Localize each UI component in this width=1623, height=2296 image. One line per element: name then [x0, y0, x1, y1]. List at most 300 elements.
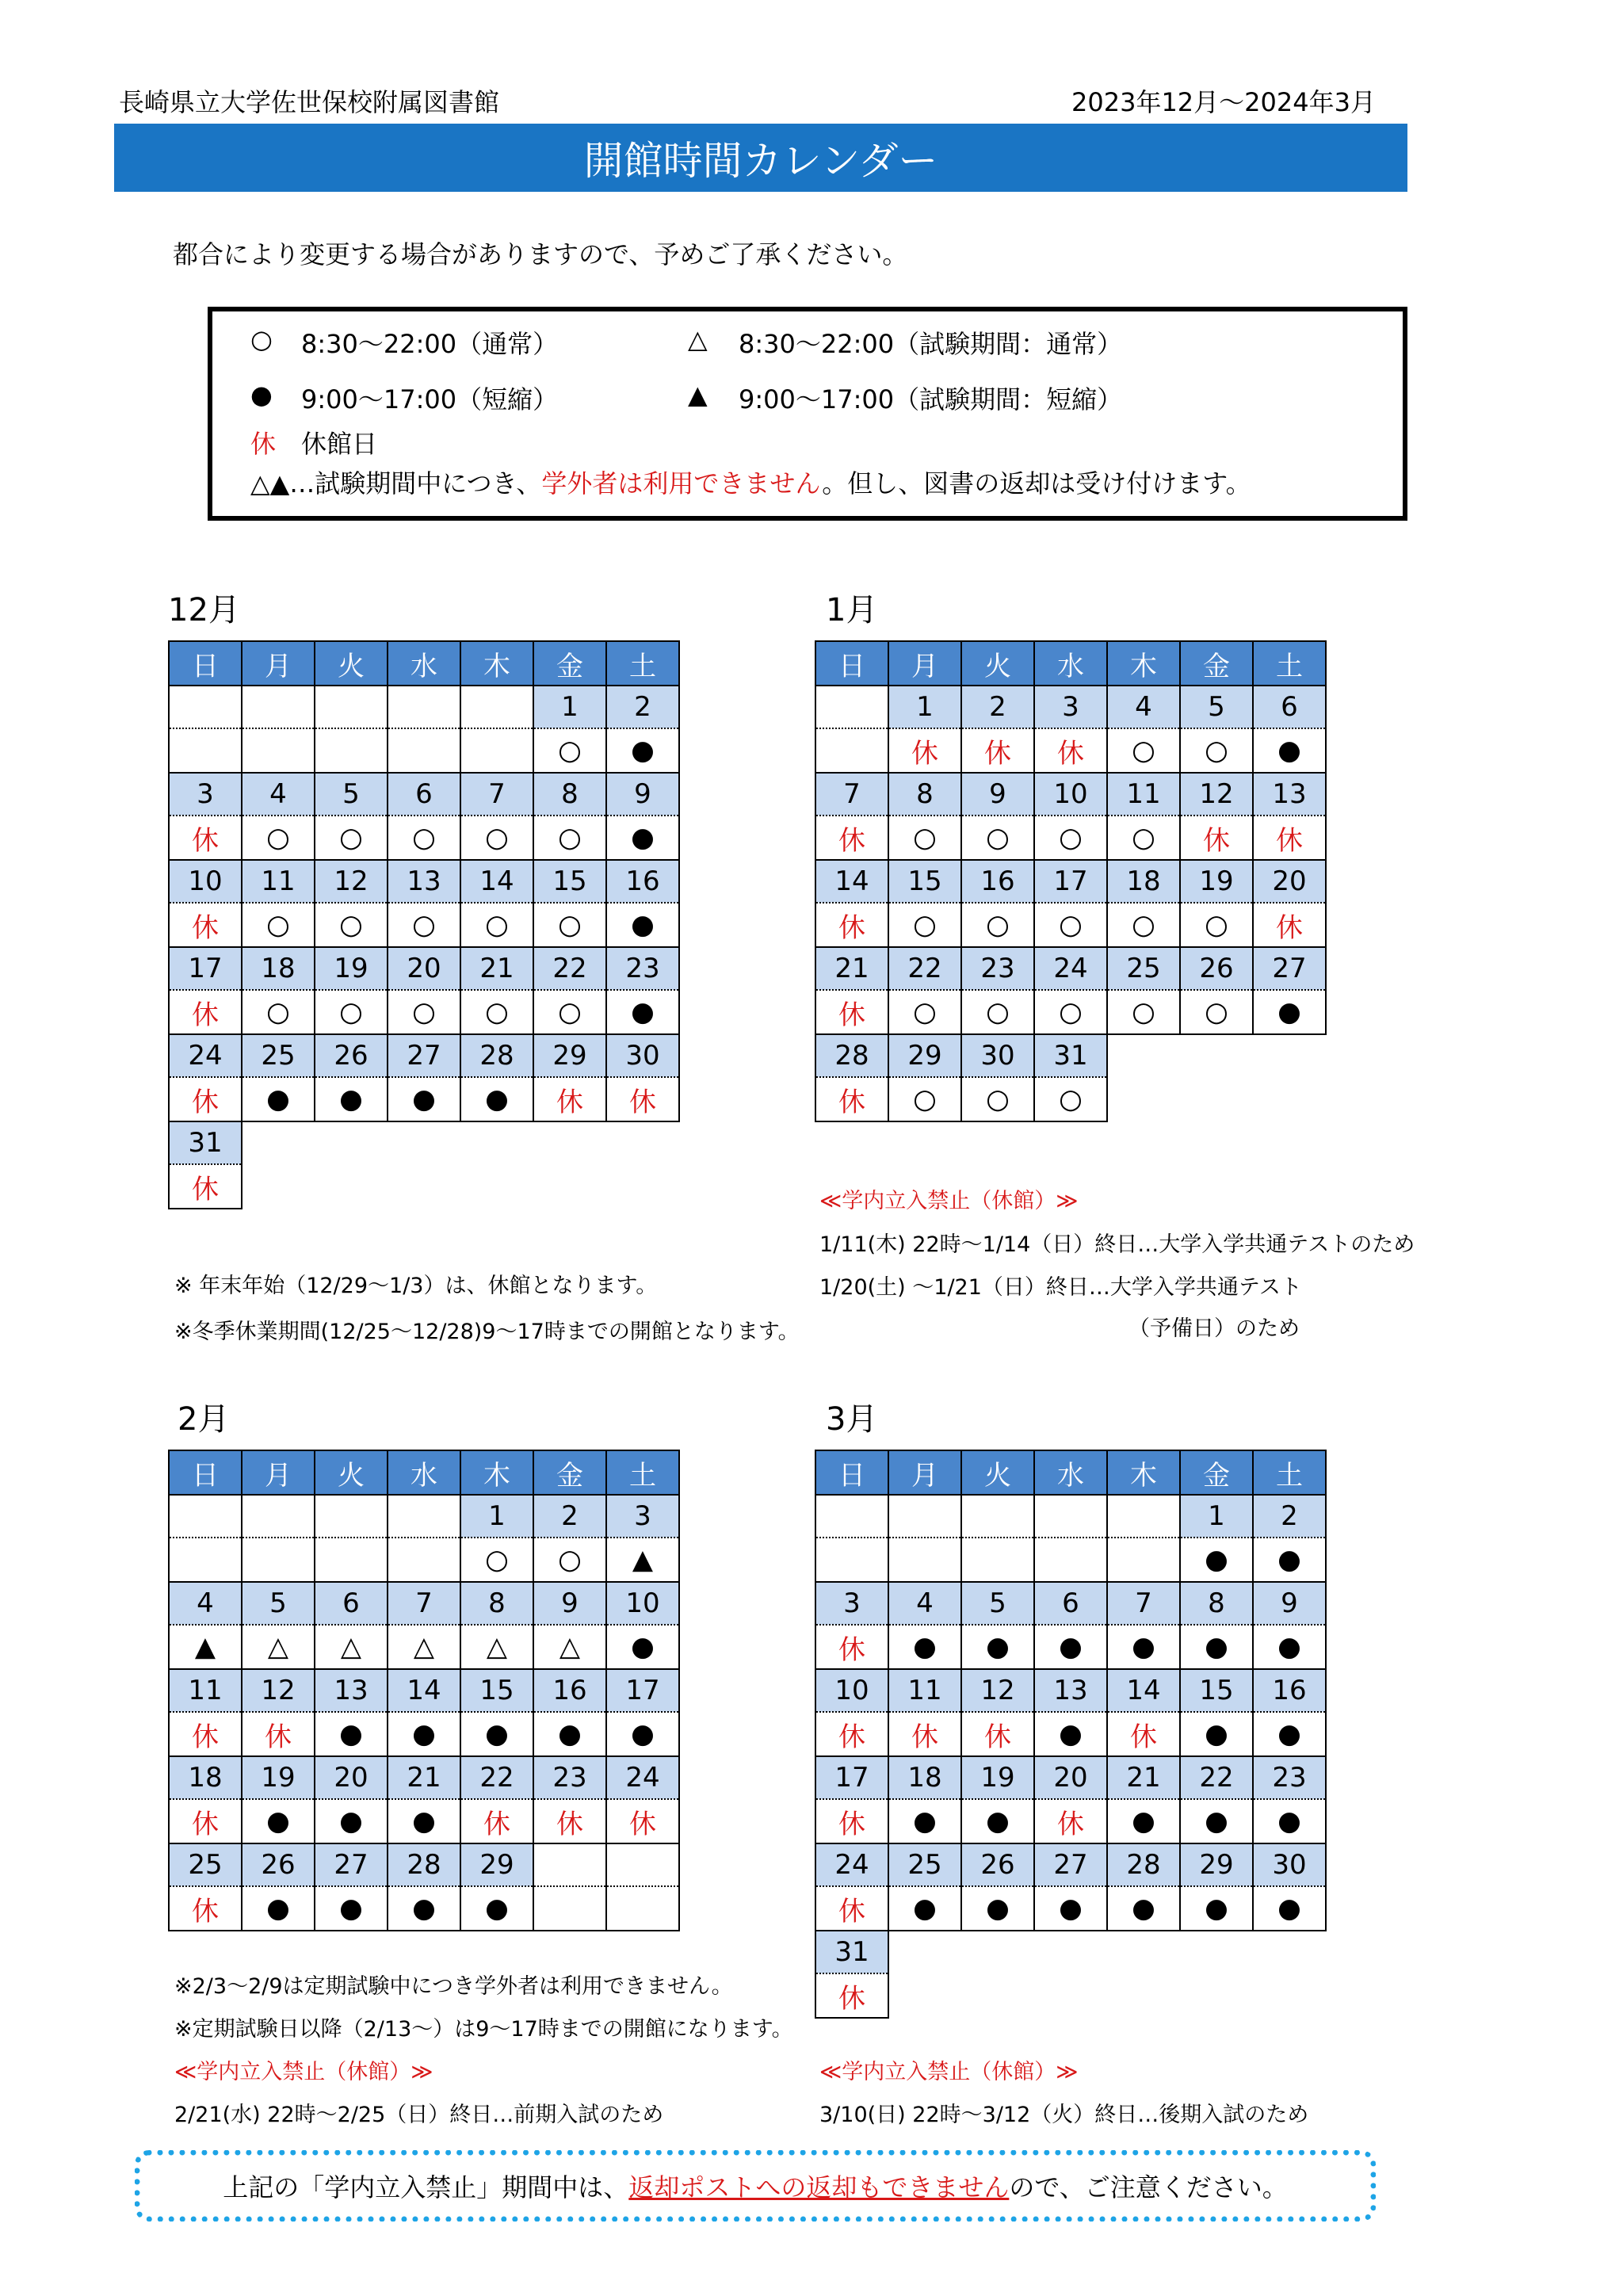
- date-cell: 13: [1034, 1669, 1107, 1712]
- date-cell: 19: [315, 947, 388, 990]
- date-cell: 11: [1107, 773, 1180, 816]
- status-cell: [460, 728, 533, 773]
- dec-note-2: ※冬季休業期間(12/25～12/28)9～17時までの開館となります。: [174, 1320, 800, 1344]
- status-cell: ●: [1180, 1538, 1253, 1582]
- status-cell: ○: [1107, 990, 1180, 1034]
- status-cell: ●: [961, 1625, 1034, 1669]
- status-cell: 休: [169, 990, 242, 1034]
- legend-box: [208, 307, 1407, 521]
- date-cell: [606, 1843, 679, 1886]
- date-cell: 17: [606, 1669, 679, 1712]
- weekday-cell: 火: [315, 641, 388, 686]
- status-row: [815, 1538, 1326, 1582]
- status-cell: ○: [1180, 990, 1253, 1034]
- legend-open-text: 8:30～22:00（通常）: [301, 329, 559, 359]
- status-cell: ●: [1107, 1625, 1180, 1669]
- date-cell: 28: [815, 1034, 888, 1077]
- status-cell: 休: [169, 1077, 242, 1121]
- blank-cell: [961, 1931, 1034, 1973]
- date-cell: 5: [1180, 686, 1253, 728]
- status-cell: ●: [1253, 990, 1326, 1034]
- legend-exam-open-text: 8:30～22:00（試験期間：通常）: [739, 329, 1123, 359]
- status-cell: 休: [169, 1886, 242, 1931]
- legend-exam-note: [250, 464, 1251, 500]
- weekday-cell: 金: [533, 1450, 606, 1495]
- status-cell: [315, 728, 388, 773]
- date-cell: 15: [460, 1669, 533, 1712]
- date-cell: [169, 1495, 242, 1538]
- status-cell: ○: [315, 816, 388, 860]
- date-cell: [533, 1843, 606, 1886]
- date-cell: 13: [388, 860, 460, 903]
- calendar-february: [168, 1450, 680, 1931]
- date-cell: 31: [169, 1121, 242, 1164]
- date-cell: 5: [961, 1582, 1034, 1625]
- status-cell: ●: [1180, 1625, 1253, 1669]
- legend-closed-symbol: 休: [250, 429, 277, 459]
- date-cell: 4: [1107, 686, 1180, 728]
- status-cell: ○: [533, 1538, 606, 1582]
- date-cell: 9: [1253, 1582, 1326, 1625]
- status-row: [169, 1538, 679, 1582]
- status-cell: [242, 1538, 315, 1582]
- month-title-mar: 3月: [826, 1401, 878, 1438]
- status-cell: 休: [533, 1799, 606, 1843]
- status-cell: ○: [388, 990, 460, 1034]
- weekday-cell: 水: [1034, 641, 1107, 686]
- status-row: [169, 990, 679, 1034]
- status-cell: 休: [460, 1799, 533, 1843]
- status-row: [169, 1164, 679, 1209]
- date-cell: 27: [388, 1034, 460, 1077]
- date-cell: 29: [533, 1034, 606, 1077]
- date-cell: 25: [888, 1843, 961, 1886]
- status-row: [169, 903, 679, 947]
- date-cell: 14: [1107, 1669, 1180, 1712]
- date-cell: 10: [169, 860, 242, 903]
- warning-prefix: 上記の「学内立入禁止」期間中は、: [223, 2172, 629, 2202]
- date-cell: 19: [1180, 860, 1253, 903]
- date-cell: 1: [888, 686, 961, 728]
- status-row: [815, 1973, 1326, 2018]
- date-cell: [242, 1495, 315, 1538]
- blank-cell: [315, 1164, 388, 1209]
- date-cell: 5: [315, 773, 388, 816]
- status-cell: 休: [888, 728, 961, 773]
- date-cell: 3: [606, 1495, 679, 1538]
- status-cell: ○: [460, 990, 533, 1034]
- date-cell: 23: [961, 947, 1034, 990]
- status-cell: ●: [388, 1886, 460, 1931]
- status-cell: 休: [815, 1712, 888, 1756]
- status-cell: ○: [533, 990, 606, 1034]
- date-cell: 31: [815, 1931, 888, 1973]
- status-cell: ●: [315, 1077, 388, 1121]
- blank-cell: [315, 1121, 388, 1164]
- date-cell: 1: [533, 686, 606, 728]
- date-cell: [815, 686, 888, 728]
- status-cell: ○: [961, 903, 1034, 947]
- date-cell: 6: [1253, 686, 1326, 728]
- status-cell: ●: [242, 1799, 315, 1843]
- status-cell: 休: [169, 903, 242, 947]
- status-cell: ●: [388, 1712, 460, 1756]
- return-post-warning: [135, 2150, 1376, 2222]
- date-cell: 31: [1034, 1034, 1107, 1077]
- status-cell: ●: [1253, 728, 1326, 773]
- status-cell: [961, 1538, 1034, 1582]
- status-cell: 休: [961, 1712, 1034, 1756]
- date-row: [815, 860, 1326, 903]
- date-cell: 22: [1180, 1756, 1253, 1799]
- status-cell: ●: [606, 728, 679, 773]
- date-cell: 3: [169, 773, 242, 816]
- status-cell: ●: [606, 816, 679, 860]
- status-cell: [315, 1538, 388, 1582]
- status-row: [169, 1799, 679, 1843]
- status-cell: ●: [315, 1799, 388, 1843]
- blank-cell: [533, 1164, 606, 1209]
- status-cell: ●: [888, 1799, 961, 1843]
- blank-cell: [606, 1121, 679, 1164]
- date-row: [815, 1582, 1326, 1625]
- date-cell: 24: [815, 1843, 888, 1886]
- dec-note-1: ※ 年末年始（12/29～1/3）は、休館となります。: [174, 1274, 658, 1298]
- blank-cell: [888, 1973, 961, 2018]
- status-cell: ○: [1034, 990, 1107, 1034]
- date-cell: 25: [242, 1034, 315, 1077]
- date-cell: 7: [1107, 1582, 1180, 1625]
- status-cell: ○: [1180, 903, 1253, 947]
- date-row: [815, 1034, 1326, 1077]
- status-cell: [815, 728, 888, 773]
- weekday-cell: 土: [1253, 641, 1326, 686]
- status-cell: ●: [1180, 1799, 1253, 1843]
- date-cell: 14: [815, 860, 888, 903]
- status-row: [815, 1799, 1326, 1843]
- status-row: [815, 1712, 1326, 1756]
- date-cell: 16: [606, 860, 679, 903]
- blank-cell: [1253, 1973, 1326, 2018]
- date-cell: 1: [1180, 1495, 1253, 1538]
- date-cell: 11: [242, 860, 315, 903]
- status-cell: ○: [1180, 728, 1253, 773]
- date-cell: 18: [888, 1756, 961, 1799]
- status-cell: 休: [1034, 1799, 1107, 1843]
- jan-closure-3: （予備日）のため: [1128, 1316, 1300, 1341]
- blank-cell: [1180, 1077, 1253, 1121]
- date-row: [169, 1582, 679, 1625]
- status-cell: 休: [533, 1077, 606, 1121]
- status-cell: ●: [533, 1712, 606, 1756]
- status-cell: ○: [242, 903, 315, 947]
- weekday-cell: 月: [242, 1450, 315, 1495]
- status-row: [815, 816, 1326, 860]
- date-row: [815, 1756, 1326, 1799]
- legend-short-text: 9:00～17:00（短縮）: [301, 384, 559, 415]
- status-cell: ●: [1253, 1799, 1326, 1843]
- status-cell: ●: [1034, 1625, 1107, 1669]
- blank-cell: [1107, 1973, 1180, 2018]
- status-cell: ●: [1253, 1538, 1326, 1582]
- date-cell: 23: [606, 947, 679, 990]
- date-cell: 9: [606, 773, 679, 816]
- date-cell: 12: [242, 1669, 315, 1712]
- date-cell: [460, 686, 533, 728]
- status-cell: 休: [815, 903, 888, 947]
- weekday-cell: 日: [815, 1450, 888, 1495]
- date-row: [169, 947, 679, 990]
- status-cell: 休: [815, 990, 888, 1034]
- weekday-cell: 水: [388, 641, 460, 686]
- date-cell: 16: [961, 860, 1034, 903]
- status-cell: ●: [460, 1077, 533, 1121]
- status-cell: △: [315, 1625, 388, 1669]
- date-row: [169, 1669, 679, 1712]
- status-cell: 休: [888, 1712, 961, 1756]
- status-cell: ●: [388, 1077, 460, 1121]
- date-cell: 23: [533, 1756, 606, 1799]
- status-cell: ○: [388, 903, 460, 947]
- status-cell: ○: [1034, 816, 1107, 860]
- date-cell: 5: [242, 1582, 315, 1625]
- date-cell: 27: [1253, 947, 1326, 990]
- status-row: [169, 1625, 679, 1669]
- date-row: [815, 1669, 1326, 1712]
- status-cell: ○: [888, 990, 961, 1034]
- date-cell: [888, 1495, 961, 1538]
- blank-cell: [388, 1164, 460, 1209]
- status-cell: 休: [606, 1077, 679, 1121]
- date-cell: 20: [388, 947, 460, 990]
- date-row: [169, 1843, 679, 1886]
- weekday-cell: 水: [1034, 1450, 1107, 1495]
- date-cell: 7: [815, 773, 888, 816]
- status-cell: ○: [315, 903, 388, 947]
- blank-cell: [1034, 1973, 1107, 2018]
- weekday-cell: 土: [606, 1450, 679, 1495]
- status-cell: ○: [1107, 816, 1180, 860]
- status-cell: [388, 1538, 460, 1582]
- status-cell: △: [533, 1625, 606, 1669]
- date-cell: 8: [888, 773, 961, 816]
- status-cell: ○: [961, 990, 1034, 1034]
- status-cell: ●: [606, 1712, 679, 1756]
- weekday-cell: 月: [888, 1450, 961, 1495]
- legend-short-symbol: ●: [250, 380, 273, 410]
- blank-cell: [1180, 1931, 1253, 1973]
- status-cell: 休: [1253, 816, 1326, 860]
- status-cell: [388, 728, 460, 773]
- warning-red: 返却ポストへの返却もできません: [628, 2172, 1010, 2202]
- weekday-cell: 火: [961, 641, 1034, 686]
- weekday-header: [169, 1450, 679, 1495]
- date-cell: 20: [315, 1756, 388, 1799]
- weekday-header: [815, 641, 1326, 686]
- blank-cell: [1180, 1034, 1253, 1077]
- status-cell: 休: [815, 1625, 888, 1669]
- change-notice: 都合により変更する場合がありますので、予めご了承ください。: [173, 239, 908, 269]
- weekday-cell: 水: [388, 1450, 460, 1495]
- status-cell: [169, 728, 242, 773]
- status-cell: ●: [961, 1886, 1034, 1931]
- status-cell: ○: [388, 816, 460, 860]
- date-cell: 17: [1034, 860, 1107, 903]
- status-cell: [1034, 1538, 1107, 1582]
- date-cell: 26: [961, 1843, 1034, 1886]
- date-cell: 11: [169, 1669, 242, 1712]
- status-cell: ○: [1034, 1077, 1107, 1121]
- date-cell: 15: [533, 860, 606, 903]
- date-cell: [315, 1495, 388, 1538]
- date-cell: 4: [242, 773, 315, 816]
- status-cell: ●: [961, 1799, 1034, 1843]
- date-cell: [815, 1495, 888, 1538]
- status-cell: 休: [169, 816, 242, 860]
- date-cell: 24: [169, 1034, 242, 1077]
- weekday-cell: 日: [169, 641, 242, 686]
- status-cell: ●: [1253, 1886, 1326, 1931]
- date-cell: 2: [606, 686, 679, 728]
- status-cell: ●: [606, 990, 679, 1034]
- status-cell: 休: [815, 816, 888, 860]
- date-cell: 26: [1180, 947, 1253, 990]
- library-name: 長崎県立大学佐世保校附属図書館: [119, 87, 500, 117]
- status-cell: ●: [460, 1886, 533, 1931]
- date-cell: 16: [1253, 1669, 1326, 1712]
- status-row: [169, 728, 679, 773]
- weekday-cell: 火: [315, 1450, 388, 1495]
- weekday-header: [169, 641, 679, 686]
- date-cell: 7: [388, 1582, 460, 1625]
- status-cell: [1107, 1538, 1180, 1582]
- legend-open-symbol: ○: [250, 324, 273, 354]
- status-row: [169, 1712, 679, 1756]
- date-cell: 21: [1107, 1756, 1180, 1799]
- status-row: [169, 1886, 679, 1931]
- status-cell: 休: [815, 1799, 888, 1843]
- status-cell: ●: [888, 1886, 961, 1931]
- status-cell: △: [460, 1625, 533, 1669]
- date-row: [169, 860, 679, 903]
- status-cell: ○: [1034, 903, 1107, 947]
- blank-cell: [1253, 1034, 1326, 1077]
- status-row: [815, 1886, 1326, 1931]
- status-cell: ●: [606, 903, 679, 947]
- status-cell: 休: [242, 1712, 315, 1756]
- date-cell: 25: [1107, 947, 1180, 990]
- weekday-cell: 金: [1180, 641, 1253, 686]
- date-cell: 17: [169, 947, 242, 990]
- weekday-cell: 日: [169, 1450, 242, 1495]
- date-cell: 21: [460, 947, 533, 990]
- legend-exam-note-suffix: 。但し、図書の返却は受け付けます。: [822, 468, 1251, 499]
- date-cell: 19: [242, 1756, 315, 1799]
- status-cell: ●: [1253, 1712, 1326, 1756]
- jan-closure-title: ≪学内立入禁止（休館）≫: [819, 1189, 1079, 1213]
- blank-cell: [1107, 1931, 1180, 1973]
- date-cell: 15: [1180, 1669, 1253, 1712]
- status-row: [815, 903, 1326, 947]
- date-cell: 18: [169, 1756, 242, 1799]
- status-cell: ●: [1107, 1886, 1180, 1931]
- date-row: [169, 1756, 679, 1799]
- weekday-cell: 木: [460, 1450, 533, 1495]
- date-cell: 12: [315, 860, 388, 903]
- blank-cell: [460, 1121, 533, 1164]
- date-cell: 9: [533, 1582, 606, 1625]
- feb-note-1: ※2/3～2/9は定期試験中につき学外者は利用できません。: [174, 1974, 733, 1999]
- warning-suffix: ので、ご注意ください。: [1009, 2172, 1288, 2202]
- date-cell: 10: [1034, 773, 1107, 816]
- blank-cell: [533, 1121, 606, 1164]
- status-cell: 休: [1107, 1712, 1180, 1756]
- date-cell: 22: [888, 947, 961, 990]
- mar-closure-1: 3/10(日) 22時～3/12（火）終日…後期入試のため: [819, 2103, 1309, 2127]
- date-cell: 28: [388, 1843, 460, 1886]
- date-cell: 13: [1253, 773, 1326, 816]
- status-row: [815, 1077, 1326, 1121]
- date-row: [815, 1843, 1326, 1886]
- date-cell: 3: [1034, 686, 1107, 728]
- status-cell: ●: [1107, 1799, 1180, 1843]
- blank-cell: [388, 1121, 460, 1164]
- date-cell: 3: [815, 1582, 888, 1625]
- date-cell: [242, 686, 315, 728]
- legend-exam-open-symbol: △: [688, 324, 708, 354]
- date-cell: 22: [533, 947, 606, 990]
- status-cell: ●: [888, 1625, 961, 1669]
- status-row: [169, 816, 679, 860]
- status-cell: 休: [1180, 816, 1253, 860]
- status-row: [815, 990, 1326, 1034]
- legend-exam-note-red: 学外者は利用できません: [541, 468, 823, 499]
- jan-closure-1: 1/11(木) 22時～1/14（日）終日…大学入学共通テストのため: [819, 1232, 1415, 1257]
- weekday-cell: 土: [606, 641, 679, 686]
- blank-cell: [1107, 1034, 1180, 1077]
- date-row: [815, 1495, 1326, 1538]
- date-cell: 27: [315, 1843, 388, 1886]
- status-cell: 休: [815, 1077, 888, 1121]
- status-cell: 休: [606, 1799, 679, 1843]
- date-cell: 30: [606, 1034, 679, 1077]
- date-cell: 6: [315, 1582, 388, 1625]
- status-cell: ●: [606, 1625, 679, 1669]
- date-cell: 16: [533, 1669, 606, 1712]
- status-cell: ○: [533, 816, 606, 860]
- date-cell: 14: [460, 860, 533, 903]
- status-cell: 休: [815, 1886, 888, 1931]
- date-cell: 11: [888, 1669, 961, 1712]
- date-cell: 18: [242, 947, 315, 990]
- date-cell: 24: [606, 1756, 679, 1799]
- status-cell: 休: [1253, 903, 1326, 947]
- weekday-cell: 木: [1107, 641, 1180, 686]
- status-cell: ●: [1253, 1625, 1326, 1669]
- weekday-cell: 月: [888, 641, 961, 686]
- blank-cell: [242, 1164, 315, 1209]
- page-title: [114, 124, 1407, 192]
- date-row: [815, 1931, 1326, 1973]
- calendar-january: [815, 640, 1327, 1122]
- date-cell: 2: [1253, 1495, 1326, 1538]
- weekday-cell: 金: [533, 641, 606, 686]
- weekday-header: [815, 1450, 1326, 1495]
- date-cell: 30: [1253, 1843, 1326, 1886]
- legend-exam-short-text: 9:00～17:00（試験期間：短縮）: [739, 384, 1123, 415]
- date-cell: 27: [1034, 1843, 1107, 1886]
- status-cell: △: [242, 1625, 315, 1669]
